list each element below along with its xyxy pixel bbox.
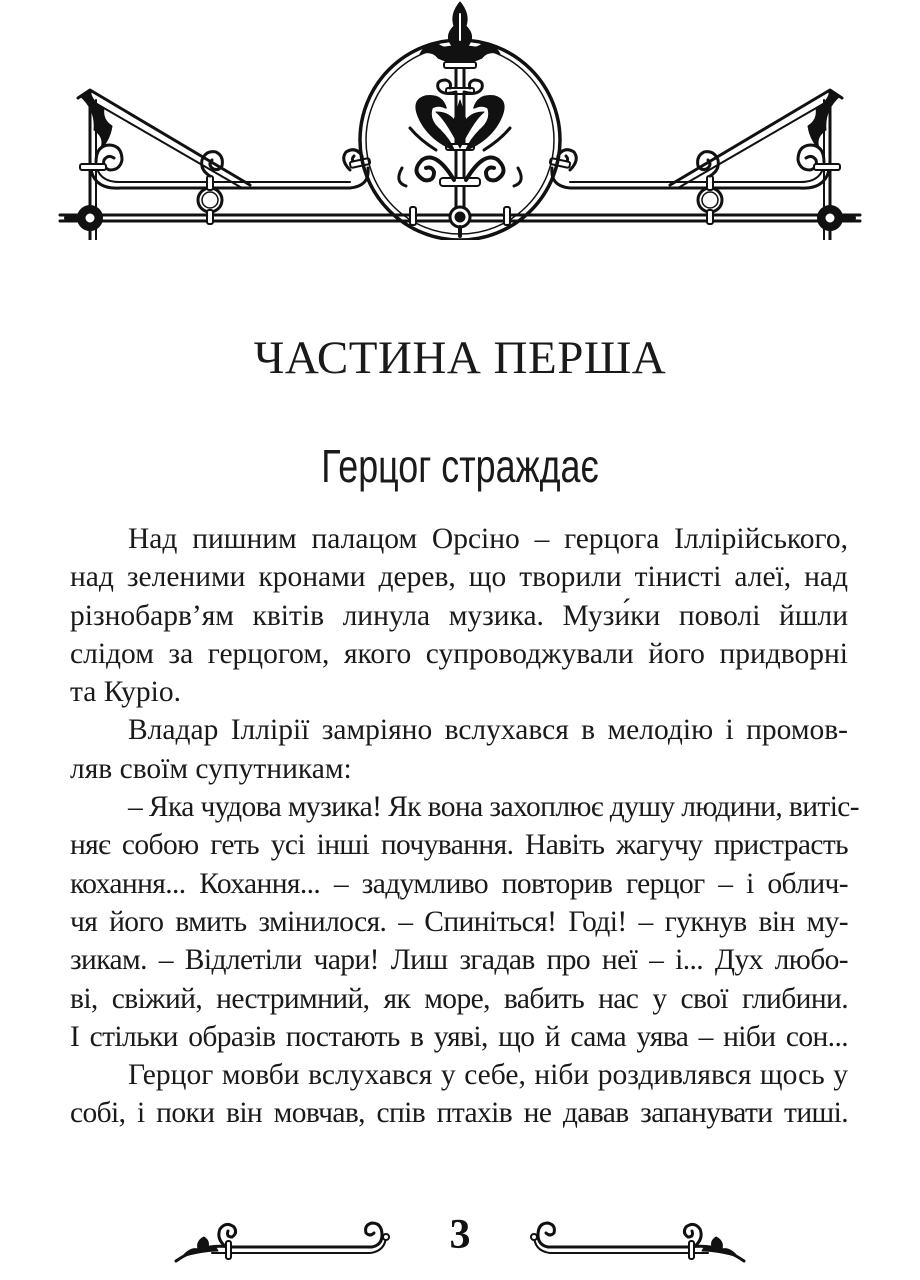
text-line: ві, свіжий, нестримний, як море, вабить нас у свої глибини. bbox=[70, 982, 848, 1015]
text-line: няє собою геть усі інші почування. Навіть жагучу пристрасть bbox=[70, 829, 848, 862]
text-line: різнобарв’ям квітів линула музика. Музи́ки поволі йшли bbox=[70, 599, 848, 632]
text-line: Герцог мовби вслухався у себе, ніби роздивлявся щось у bbox=[128, 1059, 848, 1092]
text-line: кохання... Кохання... – задумливо повторив герцог – і облич- bbox=[70, 867, 848, 900]
page-footer bbox=[0, 1205, 920, 1265]
text-line: Владар Іллірії замріяно вслухався в мелодію і промов- bbox=[128, 714, 848, 747]
text-line: слідом за герцогом, якого супроводжували його придворні bbox=[70, 637, 848, 670]
text-line: над зеленими кронами дерев, що творили тінисті алеї, над bbox=[70, 561, 848, 594]
scroll-flourish-right-icon bbox=[528, 1217, 748, 1267]
page-number: 3 bbox=[449, 1212, 471, 1258]
part-title: ЧАСТИНА ПЕРША bbox=[253, 332, 667, 384]
text-line: – Яка чудова музика! Як вона захоплює душу людини, витіс- bbox=[128, 791, 860, 824]
text-line: ляв своїм супутникам: bbox=[70, 752, 352, 785]
scroll-flourish-left-icon bbox=[172, 1217, 392, 1267]
text-line: Над пишним палацом Орсіно – герцога Іллірійського, bbox=[128, 523, 848, 555]
wrought-iron-ornament-icon bbox=[50, 0, 870, 240]
text-line: зикам. – Відлетіли чари! Лиш згадав про неї – і... Дух любо- bbox=[70, 944, 848, 977]
text-line: та Куріо. bbox=[70, 676, 181, 709]
text-line: собі, і поки він мовчав, спів птахів не давав запанувати тиші. bbox=[70, 1097, 848, 1130]
text-line: чя його вмить змінилося. – Спиніться! Годі! – гукнув він му- bbox=[70, 905, 848, 938]
text-line: І стільки образів постають в уяві, що й сама уява – ніби сон... bbox=[70, 1020, 848, 1053]
chapter-body bbox=[70, 520, 860, 1133]
chapter-title: Герцог страждає bbox=[321, 440, 599, 492]
